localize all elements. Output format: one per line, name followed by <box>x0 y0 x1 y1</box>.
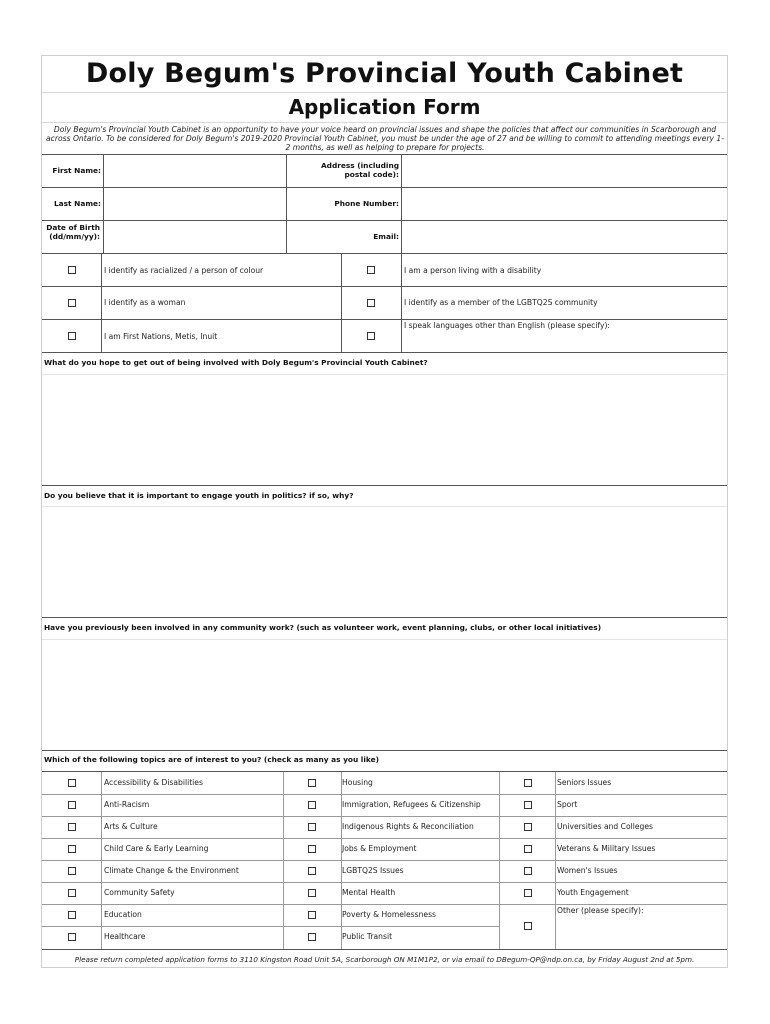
topic-other-label: Other (please specify): <box>557 906 644 915</box>
topic-checkbox[interactable] <box>308 845 316 853</box>
footer-note: Please return completed application forms to 3110 Kingston Road Unit 5A, Scarborough ON M1M1P2, or via email to DBegum-QP@ndp.on.ca, by Friday August 2nd at 5pm. <box>74 955 695 964</box>
email-label: Email: <box>373 232 399 241</box>
email-field[interactable] <box>402 221 727 253</box>
topic-checkbox[interactable] <box>524 867 532 875</box>
topic-checkbox[interactable] <box>524 889 532 897</box>
topic-checkbox[interactable] <box>524 779 532 787</box>
disability-label: I am a person living with a disability <box>404 266 542 275</box>
grid-rule <box>42 286 727 287</box>
answer-2-field[interactable] <box>42 507 727 617</box>
topic-label: Child Care & Early Learning <box>104 844 209 853</box>
question-3: Have you previously been involved in any community work? (such as volunteer work, event planning, clubs, or other local initiatives) <box>44 623 602 632</box>
topic-label: Community Safety <box>104 888 175 897</box>
topic-label: Seniors Issues <box>557 778 612 787</box>
grid-rule <box>42 926 499 927</box>
topic-checkbox[interactable] <box>68 845 76 853</box>
grid-rule <box>42 617 727 618</box>
address-field[interactable] <box>402 155 727 187</box>
topic-label: Climate Change & the Environment <box>104 866 239 875</box>
topic-checkbox[interactable] <box>68 911 76 919</box>
grid-rule <box>42 816 727 817</box>
address-label: Address (including postal code): <box>320 161 399 179</box>
grid-rule <box>42 838 727 839</box>
dob-field[interactable] <box>104 221 286 253</box>
dob-label: Date of Birth (dd/mm/yy): <box>46 223 100 241</box>
topic-label: Anti-Racism <box>104 800 150 809</box>
first-nations-checkbox[interactable] <box>68 332 76 340</box>
languages-checkbox[interactable] <box>367 332 375 340</box>
topic-checkbox[interactable] <box>524 823 532 831</box>
grid-rule <box>42 253 727 254</box>
grid-rule <box>42 485 727 486</box>
topic-label: Universities and Colleges <box>557 822 653 831</box>
topic-checkbox[interactable] <box>308 801 316 809</box>
topic-label: Housing <box>342 778 373 787</box>
topic-label: Veterans & Military Issues <box>557 844 656 853</box>
last-name-field[interactable] <box>104 188 286 220</box>
topic-checkbox[interactable] <box>308 933 316 941</box>
application-form <box>41 55 728 968</box>
woman-label: I identify as a woman <box>104 298 186 307</box>
topic-label: Accessibility & Disabilities <box>104 778 203 787</box>
grid-rule <box>341 253 342 352</box>
first-name-field[interactable] <box>104 155 286 187</box>
form-subtitle: Application Form <box>42 92 727 123</box>
question-1: What do you hope to get out of being involved with Doly Begum's Provincial Youth Cabinet? <box>44 358 428 367</box>
last-name-label: Last Name: <box>53 199 101 208</box>
lgbtq-checkbox[interactable] <box>367 299 375 307</box>
phone-label: Phone Number: <box>334 199 399 208</box>
languages-field[interactable] <box>402 331 727 352</box>
form-title: Doly Begum's Provincial Youth Cabinet <box>42 56 727 93</box>
topic-label: LGBTQ2S Issues <box>342 866 404 875</box>
topic-label: Indigenous Rights & Reconciliation <box>342 822 474 831</box>
topic-checkbox[interactable] <box>308 889 316 897</box>
topic-checkbox[interactable] <box>308 779 316 787</box>
question-2: Do you believe that it is important to engage youth in politics? if so, why? <box>44 491 354 500</box>
topic-label: Women's Issues <box>557 866 618 875</box>
topic-label: Arts & Culture <box>104 822 158 831</box>
racialized-label: I identify as racialized / a person of colour <box>104 266 264 275</box>
topic-label: Youth Engagement <box>557 888 629 897</box>
topic-checkbox[interactable] <box>308 867 316 875</box>
grid-rule <box>42 319 727 320</box>
lgbtq-label: I identify as a member of the LGBTQ2S community <box>404 298 598 307</box>
topic-checkbox[interactable] <box>308 911 316 919</box>
topic-label: Healthcare <box>104 932 146 941</box>
grid-rule <box>42 860 727 861</box>
topic-label: Poverty & Homelessness <box>342 910 436 919</box>
topic-checkbox[interactable] <box>68 933 76 941</box>
topic-checkbox[interactable] <box>68 867 76 875</box>
intro-text: Doly Begum's Provincial Youth Cabinet is an opportunity to have your voice heard on provincial issues and shape the policies that affect our communities in Scarborough and across Ontario. To be considered for Doly Begum's 2019-2020 Provincial Youth Cabinet, you must be under the age of 27 and be willing to commit to attending meetings every 1-2 months, as well as helping to prepare for projects. <box>46 125 724 152</box>
topic-label: Public Transit <box>342 932 393 941</box>
topic-label: Jobs & Employment <box>342 844 417 853</box>
topic-checkbox[interactable] <box>524 801 532 809</box>
disability-checkbox[interactable] <box>367 266 375 274</box>
topic-checkbox[interactable] <box>524 922 532 930</box>
topic-label: Immigration, Refugees & Citizenship <box>342 800 481 809</box>
phone-field[interactable] <box>402 188 727 220</box>
topic-label: Sport <box>557 800 578 809</box>
grid-rule <box>42 904 727 905</box>
grid-rule <box>42 750 727 751</box>
answer-3-field[interactable] <box>42 640 727 750</box>
topic-checkbox[interactable] <box>68 889 76 897</box>
woman-checkbox[interactable] <box>68 299 76 307</box>
grid-rule <box>286 154 287 253</box>
grid-rule <box>42 771 727 772</box>
grid-rule <box>42 949 727 950</box>
topic-checkbox[interactable] <box>524 845 532 853</box>
racialized-checkbox[interactable] <box>68 266 76 274</box>
topic-label: Education <box>104 910 142 919</box>
grid-rule <box>42 794 727 795</box>
question-4: Which of the following topics are of interest to you? (check as many as you like) <box>44 755 379 764</box>
topic-label: Mental Health <box>342 888 396 897</box>
first-nations-label: I am First Nations, Metis, Inuit <box>104 332 218 341</box>
topic-checkbox[interactable] <box>308 823 316 831</box>
topic-checkbox[interactable] <box>68 823 76 831</box>
first-name-label: First Name: <box>52 166 101 175</box>
languages-label: I speak languages other than English (please specify): <box>404 321 610 330</box>
topic-checkbox[interactable] <box>68 801 76 809</box>
topic-checkbox[interactable] <box>68 779 76 787</box>
answer-1-field[interactable] <box>42 375 727 485</box>
grid-rule <box>101 253 102 352</box>
grid-rule <box>42 352 727 353</box>
grid-rule <box>42 882 727 883</box>
